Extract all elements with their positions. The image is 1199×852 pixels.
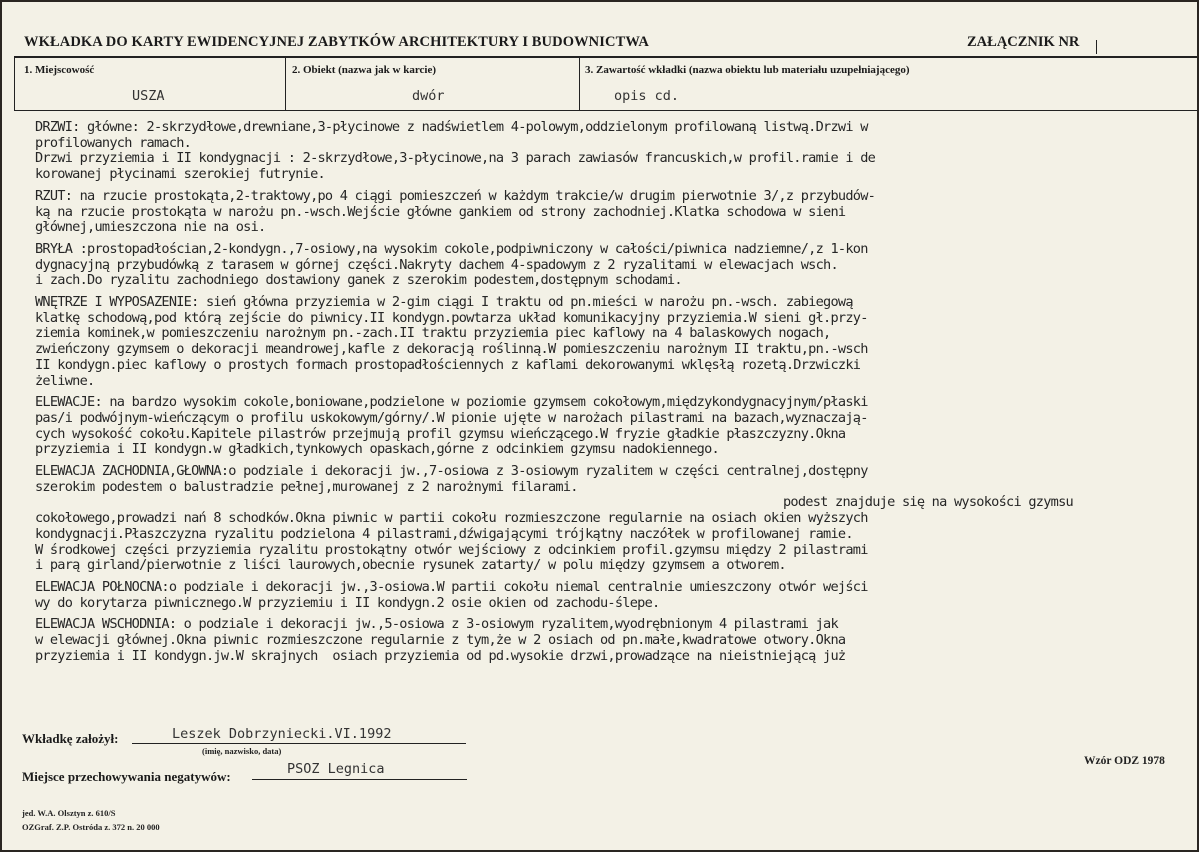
author-value: Leszek Dobrzyniecki.VI.1992	[172, 726, 392, 742]
record-card-insert	[2, 2, 1197, 850]
paragraph-plan	[35, 189, 1195, 236]
left-border	[14, 57, 15, 111]
field-label-contents: 3. Zawartość wkładki (nazwa obiektu lub materiału uzupełniającego)	[585, 64, 910, 76]
text-line: ką na rzucie prostokąta w narożu pn.-wsch.Wejście główne gankiem od strony zachodniej.Klatka schodowa w sieni	[35, 204, 846, 220]
annex-label: ZAŁĄCZNIK NR	[967, 34, 1080, 50]
paragraph-west-elevation	[35, 464, 1195, 574]
text-line: BRYŁA :prostopadłościan,2-kondygn.,7-osiowy,na wysokim cokole,podpiwniczony w całości/piwnica nadziemne/,z 1-kon	[35, 241, 868, 257]
text-line: Drzwi przyziemia i II kondygnacji : 2-skrzydłowe,3-płycinowe,na 3 parach zawiasów francuskich,w profil.ramie i de	[35, 151, 876, 167]
text-line: i zach.Do ryzalitu zachodniego dostawiony ganek z szerokim podestem,dostępnym schodami.	[35, 273, 682, 289]
field-value-object: dwór	[412, 88, 445, 104]
text-line: RZUT: na rzucie prostokąta,2-traktowy,po 4 ciągi pomieszczeń w każdym trakcie/w drugim pierwotnie 3/,z przybudów-	[35, 188, 876, 204]
text-line: DRZWI: główne: 2-skrzydłowe,drewniane,3-płycinowe z nadświetlem 4-polowym,oddzielonym profilowaną listwą.Drzwi w	[35, 120, 868, 135]
text-line: w elewacji głównej.Okna piwnic rozmieszczone regularnie z tym,że w 2 osiach od pn.małe,kwadratowe otwory.Okna	[35, 633, 846, 649]
header-rule	[14, 56, 1197, 58]
paragraph-east-elevation	[35, 617, 1195, 664]
paragraph-elevations	[35, 395, 1195, 458]
text-line: WNĘTRZE I WYPOSAŻENIE: sień główna przyziemia w 2-gim ciągi I traktu od pn.mieści w narożu pn.-wsch. zabiegową	[35, 295, 853, 311]
text-line: ELEWACJE: na bardzo wysokim cokole,boniowane,podzielone w poziomie gzymsem cokołowym,międzykondygnacyjnym/płaski	[35, 395, 868, 411]
field-value-contents: opis cd.	[614, 88, 680, 104]
print-info-2: OZGraf. Z.P. Ostróda z. 372 n. 20 000	[22, 822, 160, 832]
text-line: korowanej płycinami szerokiej futrynie.	[35, 167, 325, 183]
text-line: ELEWACJA ZACHODNIA,GŁÓWNA:o podziale i dekoracji jw.,7-osiowa z 3-osiowym ryzalitem w części centralnej,dostępny	[35, 464, 868, 480]
form-model: Wzór ODZ 1978	[1084, 755, 1165, 767]
text-line: profilowanych ramach.	[35, 135, 192, 151]
author-underline	[132, 743, 466, 744]
text-line: głównej,umieszczona nie na osi.	[35, 220, 266, 236]
print-info-1: jed. W.A. Olsztyn z. 610/S	[22, 808, 116, 818]
text-line: ELEWACJA PÓŁNOCNA:o podziale i dekoracji jw.,3-osiowa.W partii cokołu niemal centralnie umieszczony otwór wejści	[35, 579, 868, 595]
annex-divider	[1096, 40, 1097, 54]
text-line: ziemia kominek,w pomieszczeniu narożnym pn.-zach.II traktu przyziemia piec kaflowy na 4 balaskowych nogach,	[35, 326, 831, 342]
text-line: przyziemia i II kondygn.jw.W skrajnych osiach przyziemia od pd.wysokie drzwi,prowadzące na nieistniejącą już	[35, 648, 846, 664]
text-line: szerokim podestem o balustradzie pełnej,murowanej z 2 narożnymi filarami.	[35, 479, 578, 495]
field-label-location: 1. Miejscowość	[24, 64, 95, 76]
field-divider-2	[579, 57, 580, 111]
field-divider-1	[285, 57, 286, 111]
field-value-location: USZA	[132, 88, 165, 104]
paragraph-north-elevation	[35, 580, 1195, 611]
negatives-underline	[252, 779, 467, 780]
text-line: przyziemia i II kondygn.w gładkich,tynkowych opaskach,górne z odcinkiem gzymsu nadokiennego.	[35, 442, 719, 458]
author-caption: (imię, nazwisko, data)	[202, 746, 282, 756]
field-label-object: 2. Obiekt (nazwa jak w karcie)	[292, 64, 437, 76]
author-label: Wkładkę założył:	[22, 731, 119, 746]
paragraph-doors	[35, 120, 1195, 183]
text-line: dygnacyjną przybudówką z tarasem w górnej części.Nakryty dachem 4-spadowym z 2 ryzalitami w elewacjach wsch.	[35, 257, 838, 273]
paragraph-interior	[35, 295, 1195, 389]
text-line: kondygnacji.Płaszczyzna ryzalitu podzielona 4 pilastrami,dźwigającymi trójkątny naczółek w profilowanej ramie.	[35, 526, 853, 542]
description-text	[35, 120, 1195, 671]
text-line: ELEWACJA WSCHODNIA: o podziale i dekoracji jw.,5-osiowa z 3-osiowym ryzalitem,wyodrębnionym 4 pilastrami jak	[35, 617, 838, 633]
text-line: zwieńczony gzymsem o dekoracji meandrowej,kafle z dekoracją roślinną.W pomieszczeniu narożnym II traktu,pn.-wsch	[35, 342, 868, 358]
text-line: cokołowego,prowadzi nań 8 schodków.Okna piwnic w partii cokołu rozmieszczone regularnie na osiach okien wyższych	[35, 511, 868, 527]
form-title: WKŁADKA DO KARTY EWIDENCYJNEJ ZABYTKÓW ARCHITEKTURY I BUDOWNICTWA	[24, 34, 649, 50]
text-line: II kondygn.piec kaflowy o prostych formach prostopadłościennych z kaflami dekorowanymi wklęsłą rozetą.Drzwiczki	[35, 357, 861, 373]
text-line: cych wysokość cokołu.Kapitele pilastrów przejmują profil gzymsu wieńczącego.W fryzie gładkie płaszczyzny.Okna	[35, 426, 846, 442]
text-line: pas/i podwójnym-wieńczącym o profilu uskokowym/górny/.W pionie ujęte w narożach pilastrami na bazach,wyznaczają-	[35, 410, 868, 426]
paragraph-body	[35, 242, 1195, 289]
negatives-value: PSOZ Legnica	[287, 761, 385, 777]
fields-rule	[14, 110, 1197, 111]
text-line: klatkę schodową,pod którą zejście do piwnicy.II kondygn.powtarza układ komunikacyjny przyziemia.W sieni gł.przy-	[35, 310, 868, 326]
text-line: wy do korytarza piwnicznego.W przyziemiu i II kondygn.2 osie okien od zachodu-ślepe.	[35, 595, 660, 611]
text-line: podest znajduje się na wysokości gzymsu	[783, 495, 1073, 511]
text-line: żeliwne.	[35, 373, 95, 389]
text-line: i parą girland/pierwotnie z liści laurowych,obecnie rysunek zatarty/ w polu między gzymsem a otworem.	[35, 558, 786, 574]
text-line: W środkowej części przyziemia ryzalitu prostokątny otwór wejściowy z odcinkiem profil.gzymsu między 2 pilastrami	[35, 542, 868, 558]
negatives-label: Miejsce przechowywania negatywów:	[22, 769, 231, 784]
